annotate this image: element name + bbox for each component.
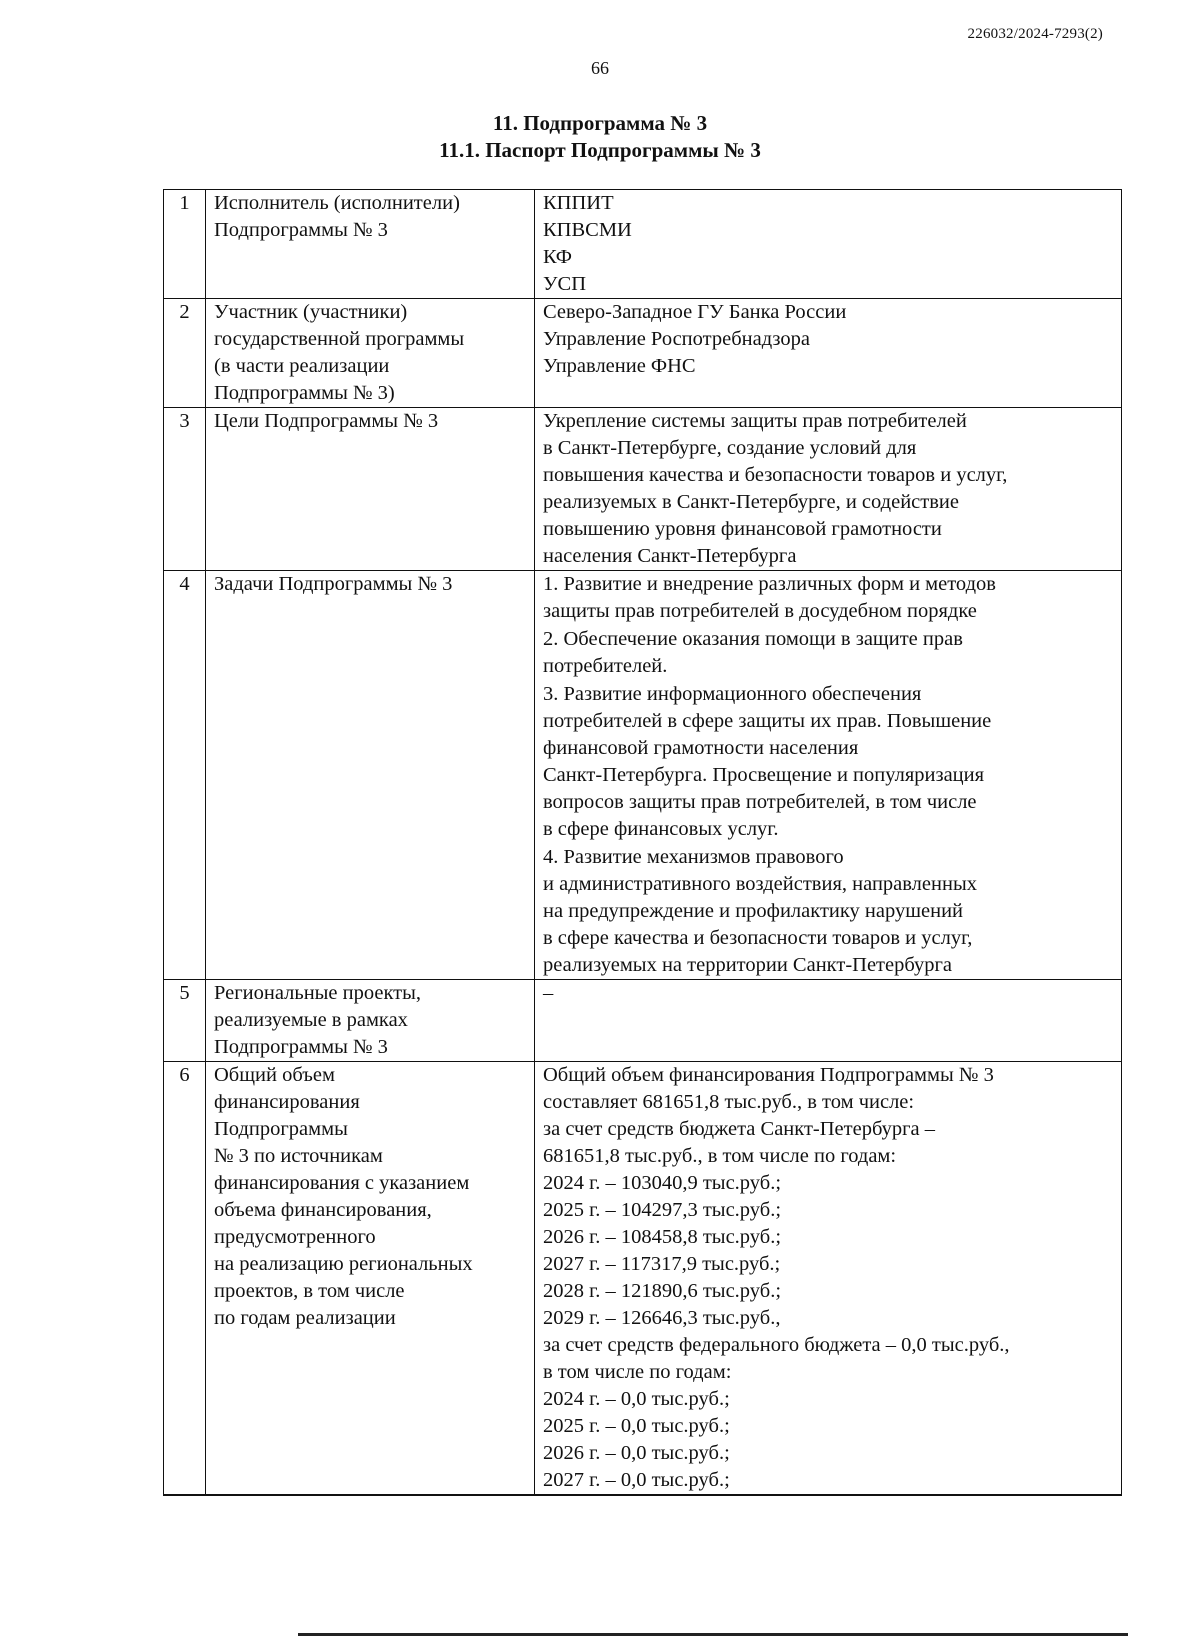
table-row <box>164 299 1122 408</box>
row-content <box>535 190 1122 299</box>
task-item <box>543 681 1115 843</box>
row-content <box>535 1062 1122 1496</box>
label-line: реализуемые в рамках <box>214 1009 408 1031</box>
content-line: в сфере финансовых услуг. <box>543 818 779 840</box>
content-line: защиты прав потребителей в досудебном порядке <box>543 600 977 622</box>
label-line: по годам реализации <box>214 1307 396 1329</box>
content-line: – <box>543 982 554 1004</box>
row-content <box>535 408 1122 571</box>
content-line: 2. Обеспечение оказания помощи в защите прав <box>543 628 963 650</box>
content-line: Санкт-Петербурга. Просвещение и популяризация <box>543 764 985 786</box>
content-line: КППИТ <box>543 192 614 214</box>
content-line: Общий объем финансирования Подпрограммы № 3 <box>543 1064 994 1086</box>
label-line: Цели Подпрограммы № 3 <box>214 410 439 432</box>
section-title-line-1: 11. Подпрограмма № 3 <box>492 111 708 135</box>
task-item <box>543 571 1115 625</box>
label-line: (в части реализации <box>214 355 390 377</box>
content-line: Укрепление системы защиты прав потребителей <box>543 410 967 432</box>
content-line: в Санкт-Петербурге, создание условий для <box>543 437 917 459</box>
label-line: Региональные проекты, <box>214 982 422 1004</box>
content-line: на предупреждение и профилактику нарушений <box>543 900 964 922</box>
row-number: 2 <box>164 299 206 408</box>
label-line: № 3 по источникам <box>214 1145 383 1167</box>
content-line: 2026 г. – 0,0 тыс.руб.; <box>543 1442 730 1464</box>
row-label <box>206 980 535 1062</box>
label-line: государственной программы <box>214 328 465 350</box>
content-line: 3. Развитие информационного обеспечения <box>543 683 922 705</box>
label-line: финансирования <box>214 1091 360 1113</box>
label-line: объема финансирования, <box>214 1199 432 1221</box>
content-line: составляет 681651,8 тыс.руб., в том числе: <box>543 1091 915 1113</box>
content-line: 681651,8 тыс.руб., в том числе по годам: <box>543 1145 897 1167</box>
content-line: за счет средств федерального бюджета – 0,0 тыс.руб., <box>543 1334 1010 1356</box>
content-line: УСП <box>543 273 586 295</box>
passport-table <box>163 189 1122 1496</box>
content-line: повышению уровня финансовой грамотности <box>543 518 942 540</box>
label-line: на реализацию региональных <box>214 1253 473 1275</box>
label-line: Подпрограммы № 3 <box>214 219 388 241</box>
content-line: за счет средств бюджета Санкт-Петербурга – <box>543 1118 935 1140</box>
content-line: 2025 г. – 104297,3 тыс.руб.; <box>543 1199 782 1221</box>
content-line: потребителей. <box>543 655 668 677</box>
content-line: населения Санкт-Петербурга <box>543 545 797 567</box>
content-line: и административного воздействия, направленных <box>543 873 977 895</box>
label-line: предусмотренного <box>214 1226 376 1248</box>
content-line: 2029 г. – 126646,3 тыс.руб., <box>543 1307 781 1329</box>
row-label <box>206 571 535 980</box>
content-line: 2024 г. – 103040,9 тыс.руб.; <box>543 1172 782 1194</box>
content-line: 1. Развитие и внедрение различных форм и методов <box>543 573 996 595</box>
row-content <box>535 299 1122 408</box>
content-line: 2028 г. – 121890,6 тыс.руб.; <box>543 1280 782 1302</box>
label-line: Подпрограммы № 3 <box>214 1036 388 1058</box>
label-line: Общий объем <box>214 1064 335 1086</box>
label-line: Задачи Подпрограммы № 3 <box>214 573 453 595</box>
row-number: 4 <box>164 571 206 980</box>
content-line: КПВСМИ <box>543 219 632 241</box>
document-registration-number: 226032/2024-7293(2) <box>967 26 1103 42</box>
row-content <box>535 571 1122 980</box>
content-line: Управление Роспотребнадзора <box>543 328 810 350</box>
content-line: 2027 г. – 0,0 тыс.руб.; <box>543 1469 730 1491</box>
content-line: реализуемых на территории Санкт-Петербурга <box>543 954 953 976</box>
label-line: Участник (участники) <box>214 301 408 323</box>
table-row <box>164 190 1122 299</box>
row-number: 1 <box>164 190 206 299</box>
content-line: повышения качества и безопасности товаров и услуг, <box>543 464 1008 486</box>
table-row <box>164 980 1122 1062</box>
content-line: Северо-Западное ГУ Банка России <box>543 301 847 323</box>
content-line: 2024 г. – 0,0 тыс.руб.; <box>543 1388 730 1410</box>
row-number: 6 <box>164 1062 206 1496</box>
label-line: проектов, в том числе <box>214 1280 405 1302</box>
content-line: 2027 г. – 117317,9 тыс.руб.; <box>543 1253 781 1275</box>
section-title <box>0 110 1200 164</box>
content-line: потребителей в сфере защиты их прав. Повышение <box>543 710 992 732</box>
row-label <box>206 190 535 299</box>
table-row <box>164 408 1122 571</box>
table-row <box>164 1062 1122 1496</box>
content-line: реализуемых в Санкт-Петербурге, и содействие <box>543 491 959 513</box>
content-line: в том числе по годам: <box>543 1361 732 1383</box>
content-line: финансовой грамотности населения <box>543 737 859 759</box>
row-number: 5 <box>164 980 206 1062</box>
content-line: КФ <box>543 246 572 268</box>
table-row <box>164 571 1122 980</box>
task-item <box>543 626 1115 680</box>
row-number: 3 <box>164 408 206 571</box>
content-line: 4. Развитие механизмов правового <box>543 846 844 868</box>
page-number: 66 <box>591 58 609 78</box>
section-title-line-2: 11.1. Паспорт Подпрограммы № 3 <box>439 138 761 162</box>
label-line: финансирования с указанием <box>214 1172 470 1194</box>
label-line: Исполнитель (исполнители) <box>214 192 460 214</box>
task-item <box>543 844 1115 979</box>
row-content <box>535 980 1122 1062</box>
content-line: вопросов защиты прав потребителей, в том числе <box>543 791 977 813</box>
label-line: Подпрограммы № 3) <box>214 382 395 404</box>
content-line: Управление ФНС <box>543 355 696 377</box>
row-label <box>206 1062 535 1496</box>
label-line: Подпрограммы <box>214 1118 348 1140</box>
row-label <box>206 408 535 571</box>
content-line: 2026 г. – 108458,8 тыс.руб.; <box>543 1226 782 1248</box>
content-line: 2025 г. – 0,0 тыс.руб.; <box>543 1415 730 1437</box>
content-line: в сфере качества и безопасности товаров и услуг, <box>543 927 973 949</box>
row-label <box>206 299 535 408</box>
bottom-scan-edge-line <box>298 1633 1128 1636</box>
